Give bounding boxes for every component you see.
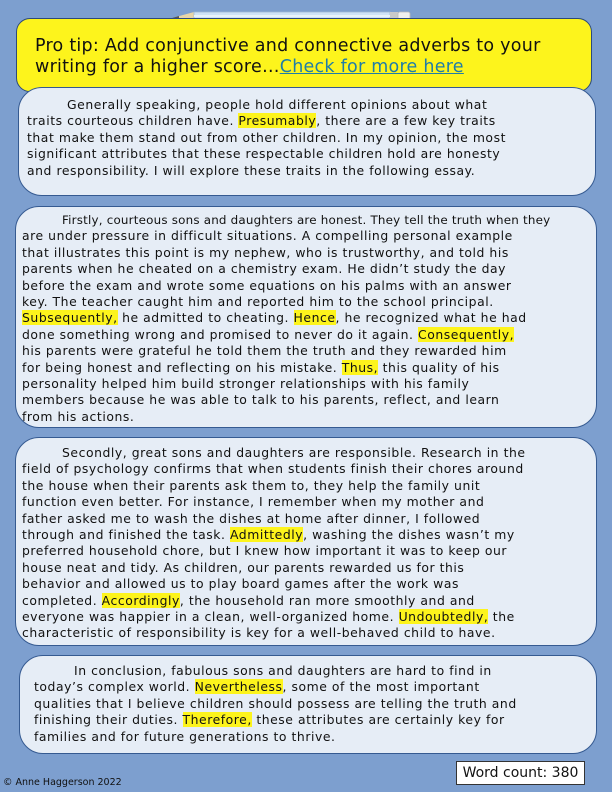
- text-line: [34, 679, 596, 695]
- text-segment: Firstly, courteous sons and daughters are honest. They tell the truth when they: [62, 213, 551, 227]
- text-line: [27, 97, 595, 113]
- text-segment: , washing the dishes wasn’t my: [303, 527, 515, 543]
- text-line: [22, 409, 596, 425]
- text-segment: for being honest and reflecting on his mistake.: [22, 359, 342, 375]
- word-count-box: Word count: 380: [456, 761, 585, 785]
- text-segment: father asked me to wash the dishes at home after dinner, I followed: [22, 510, 481, 526]
- text-segment: characteristic of responsibility is key for a well-behaved child to have.: [22, 625, 496, 641]
- text-segment: traits courteous children have.: [27, 113, 239, 129]
- conclusion-paragraph: [19, 655, 597, 754]
- text-line: [22, 212, 596, 228]
- text-segment: and responsibility. I will explore these traits in the following essay.: [27, 162, 476, 178]
- text-line: [22, 376, 596, 392]
- highlighted-adverb: Undoubtedly,: [398, 609, 489, 625]
- text-line: [22, 576, 596, 592]
- text-segment: preferred household chore, but I knew how important it was to keep our: [22, 543, 508, 559]
- text-segment: through and finished the task.: [22, 527, 230, 543]
- text-line: [22, 294, 596, 310]
- text-segment: done something wrong and promised to never do it again.: [22, 326, 418, 342]
- intro-paragraph: [18, 87, 596, 196]
- text-line: [22, 461, 596, 477]
- text-segment: finishing their duties.: [34, 712, 183, 728]
- text-segment: , he recognized what he had: [335, 310, 527, 326]
- text-line: [22, 327, 596, 343]
- highlighted-adverb: Admittedly: [230, 527, 304, 543]
- text-segment: In conclusion, fabulous sons and daughters are hard to find in: [74, 663, 492, 678]
- text-segment: key. The teacher caught him and reported him to the school principal.: [22, 294, 494, 310]
- check-more-link[interactable]: Check for more here: [279, 57, 464, 77]
- body-paragraph-responsibility: [15, 437, 597, 646]
- text-segment: personality helped him build stronger relationships with his family: [22, 376, 470, 392]
- text-line: [22, 478, 596, 494]
- text-segment: before the exam and wrote some equations on his palms with an answer: [22, 277, 512, 293]
- text-segment: the: [488, 609, 515, 625]
- text-line: [34, 712, 596, 728]
- text-segment: completed.: [22, 592, 102, 608]
- highlighted-adverb: Accordingly: [101, 592, 180, 608]
- text-segment: Generally speaking, people hold different opinions about what: [67, 97, 488, 112]
- text-segment: these attributes are certainly key for: [251, 712, 505, 728]
- text-segment: significant attributes that these respectable children hold are honesty: [27, 146, 501, 162]
- text-segment: are under pressure in difficult situations. A compelling personal example: [22, 228, 513, 244]
- text-line: [27, 130, 595, 146]
- text-segment: members because he was able to talk to his parents, reflect, and learn: [22, 392, 500, 408]
- highlighted-adverb: Consequently,: [418, 326, 515, 342]
- text-line: [22, 527, 596, 543]
- text-segment: this quality of his: [378, 359, 500, 375]
- text-line: [22, 445, 596, 461]
- text-segment: house neat and tidy. As children, our parents rewarded us for this: [22, 559, 465, 575]
- highlighted-adverb: Nevertheless: [194, 679, 283, 695]
- text-line: [22, 228, 596, 244]
- text-segment: that make them stand out from other children. In my opinion, the most: [27, 129, 506, 145]
- text-line: [22, 261, 596, 277]
- text-segment: families and for future generations to thrive.: [34, 728, 336, 744]
- highlighted-adverb: Subsequently,: [22, 310, 118, 326]
- text-line: [22, 392, 596, 408]
- text-line: [27, 163, 595, 179]
- text-segment: behavior and allowed us to play board games after the work was: [22, 576, 459, 592]
- text-line: [22, 593, 596, 609]
- text-line: [27, 113, 595, 129]
- text-segment: the house when their parents ask them to, they help the family unit: [22, 477, 481, 493]
- text-segment: everyone was happier in a clean, well-organized home.: [22, 609, 399, 625]
- text-line: [22, 278, 596, 294]
- text-segment: from his actions.: [22, 408, 135, 424]
- text-segment: qualities that I believe children should possess are telling the truth and: [34, 695, 517, 711]
- text-line: [22, 494, 596, 510]
- text-segment: function even better. For instance, I remember when my mother and: [22, 494, 485, 510]
- text-line: [34, 663, 596, 679]
- text-segment: , the household ran more smoothly and and: [179, 592, 475, 608]
- text-segment: , there are a few key traits: [316, 113, 496, 129]
- text-segment: he admitted to cheating.: [117, 310, 294, 326]
- highlighted-adverb: Hence: [293, 310, 336, 326]
- copyright-notice: © Anne Haggerson 2022: [3, 777, 122, 788]
- text-segment: parents when he cheated on a chemistry exam. He didn’t study the day: [22, 261, 507, 277]
- highlighted-adverb: Thus,: [341, 359, 379, 375]
- text-line: [22, 360, 596, 376]
- text-line: [22, 609, 596, 625]
- text-line: [34, 696, 596, 712]
- text-segment: Secondly, great sons and daughters are responsible. Research in the: [62, 445, 526, 460]
- text-line: [22, 310, 596, 326]
- text-line: [27, 146, 595, 162]
- text-line: [22, 543, 596, 559]
- text-line: [22, 245, 596, 261]
- pro-tip-banner: [16, 18, 592, 92]
- text-line: [22, 343, 596, 359]
- text-line: [22, 560, 596, 576]
- body-paragraph-honesty: [15, 206, 597, 428]
- pro-tip-text: Pro tip: Add conjunctive and connective adverbs to your writing for a higher score…: [35, 36, 541, 77]
- highlighted-adverb: Therefore,: [182, 712, 252, 728]
- text-segment: today’s complex world.: [34, 679, 195, 695]
- text-segment: field of psychology confirms that when students finish their chores around: [22, 461, 524, 477]
- highlighted-adverb: Presumably: [238, 113, 317, 129]
- text-line: [34, 729, 596, 745]
- text-segment: his parents were grateful he told them the truth and they rewarded him: [22, 343, 507, 359]
- text-segment: , some of the most important: [282, 679, 480, 695]
- text-line: [22, 625, 596, 641]
- text-segment: that illustrates this point is my nephew, who is trustworthy, and told his: [22, 244, 509, 260]
- text-line: [22, 511, 596, 527]
